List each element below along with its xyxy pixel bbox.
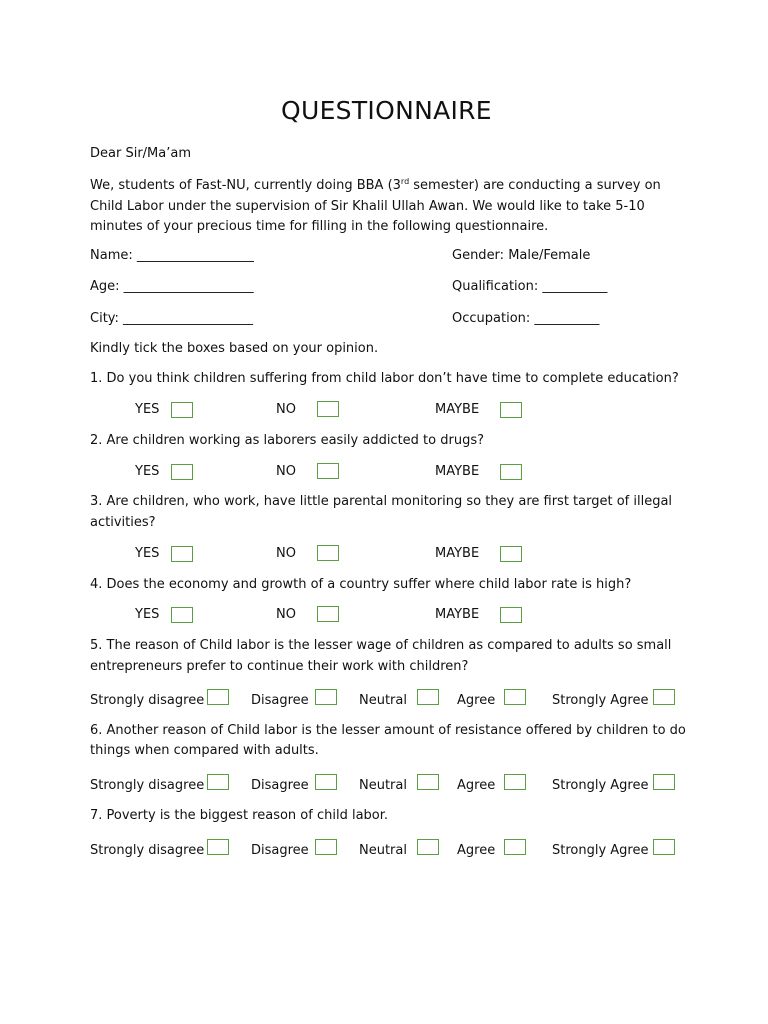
intro-paragraph	[90, 176, 670, 238]
option-disagree-label: Disagree	[251, 843, 309, 858]
option-strongly-disagree-label: Strongly disagree	[90, 778, 205, 793]
q6-disagree-checkbox[interactable]	[315, 774, 337, 790]
q5-disagree-checkbox[interactable]	[315, 689, 337, 705]
age-field[interactable]: Age: ____________________	[90, 279, 254, 294]
gender-field[interactable]: Gender: Male/Female	[452, 248, 591, 263]
q1-no-checkbox[interactable]	[317, 401, 339, 417]
question-7: 7. Poverty is the biggest reason of child labor.	[90, 808, 389, 823]
q5-strongly-disagree-checkbox[interactable]	[207, 689, 229, 705]
option-disagree-label: Disagree	[251, 778, 309, 793]
q2-no-checkbox[interactable]	[317, 463, 339, 479]
option-yes-label: YES	[135, 607, 160, 622]
question-5: 5. The reason of Child labor is the lesser wage of children as compared to adults so small	[90, 638, 672, 653]
question-5-continued: entrepreneurs prefer to continue their work with children?	[90, 659, 469, 674]
q1-maybe-checkbox[interactable]	[500, 402, 522, 418]
intro-part2: semester) are conducting a survey on Child Labor under the supervision of Sir Khalil Ullah Awan. We would like to take 5-10 minutes of your precious time for filling in the following questionnaire.	[90, 178, 661, 234]
q7-strongly-disagree-checkbox[interactable]	[207, 839, 229, 855]
q3-no-checkbox[interactable]	[317, 545, 339, 561]
q2-yes-checkbox[interactable]	[171, 464, 193, 480]
option-maybe-label: MAYBE	[435, 607, 480, 622]
question-6: 6. Another reason of Child labor is the lesser amount of resistance offered by children to do	[90, 723, 686, 738]
greeting: Dear Sir/Ma’am	[90, 146, 191, 161]
option-agree-label: Agree	[457, 693, 496, 708]
question-3: 3. Are children, who work, have little parental monitoring so they are first target of illegal	[90, 494, 673, 509]
option-strongly-disagree-label: Strongly disagree	[90, 693, 205, 708]
q3-maybe-checkbox[interactable]	[500, 546, 522, 562]
option-strongly-agree-label: Strongly Agree	[552, 693, 649, 708]
option-yes-label: YES	[135, 464, 160, 479]
question-1: 1. Do you think children suffering from child labor don’t have time to complete education?	[90, 371, 679, 386]
q4-yes-checkbox[interactable]	[171, 607, 193, 623]
question-3-continued: activities?	[90, 515, 156, 530]
option-agree-label: Agree	[457, 843, 496, 858]
option-maybe-label: MAYBE	[435, 546, 480, 561]
q7-strongly-agree-checkbox[interactable]	[653, 839, 675, 855]
page-title: QUESTIONNAIRE	[281, 96, 492, 125]
option-disagree-label: Disagree	[251, 693, 309, 708]
option-strongly-agree-label: Strongly Agree	[552, 778, 649, 793]
option-maybe-label: MAYBE	[435, 464, 480, 479]
qualification-field[interactable]: Qualification: __________	[452, 279, 608, 294]
option-no-label: NO	[276, 402, 296, 417]
option-neutral-label: Neutral	[359, 843, 407, 858]
option-agree-label: Agree	[457, 778, 496, 793]
q5-neutral-checkbox[interactable]	[417, 689, 439, 705]
option-maybe-label: MAYBE	[435, 402, 480, 417]
question-2: 2. Are children working as laborers easily addicted to drugs?	[90, 433, 485, 448]
option-yes-label: YES	[135, 546, 160, 561]
option-no-label: NO	[276, 546, 296, 561]
q4-no-checkbox[interactable]	[317, 606, 339, 622]
intro-superscript: rd	[400, 177, 410, 186]
q6-strongly-agree-checkbox[interactable]	[653, 774, 675, 790]
intro-part1: We, students of Fast-NU, currently doing BBA (3	[90, 178, 401, 193]
name-field[interactable]: Name: __________________	[90, 248, 254, 263]
option-strongly-disagree-label: Strongly disagree	[90, 843, 205, 858]
question-4: 4. Does the economy and growth of a country suffer where child labor rate is high?	[90, 577, 632, 592]
q5-agree-checkbox[interactable]	[504, 689, 526, 705]
option-strongly-agree-label: Strongly Agree	[552, 843, 649, 858]
q4-maybe-checkbox[interactable]	[500, 607, 522, 623]
q7-neutral-checkbox[interactable]	[417, 839, 439, 855]
q7-agree-checkbox[interactable]	[504, 839, 526, 855]
q5-strongly-agree-checkbox[interactable]	[653, 689, 675, 705]
q6-neutral-checkbox[interactable]	[417, 774, 439, 790]
q6-strongly-disagree-checkbox[interactable]	[207, 774, 229, 790]
option-no-label: NO	[276, 607, 296, 622]
q7-disagree-checkbox[interactable]	[315, 839, 337, 855]
option-no-label: NO	[276, 464, 296, 479]
q6-agree-checkbox[interactable]	[504, 774, 526, 790]
occupation-field[interactable]: Occupation: __________	[452, 311, 600, 326]
q2-maybe-checkbox[interactable]	[500, 464, 522, 480]
option-yes-label: YES	[135, 402, 160, 417]
option-neutral-label: Neutral	[359, 693, 407, 708]
city-field[interactable]: City: ____________________	[90, 311, 254, 326]
q3-yes-checkbox[interactable]	[171, 546, 193, 562]
option-neutral-label: Neutral	[359, 778, 407, 793]
question-6-continued: things when compared with adults.	[90, 743, 319, 758]
instruction-text: Kindly tick the boxes based on your opinion.	[90, 341, 379, 356]
q1-yes-checkbox[interactable]	[171, 402, 193, 418]
